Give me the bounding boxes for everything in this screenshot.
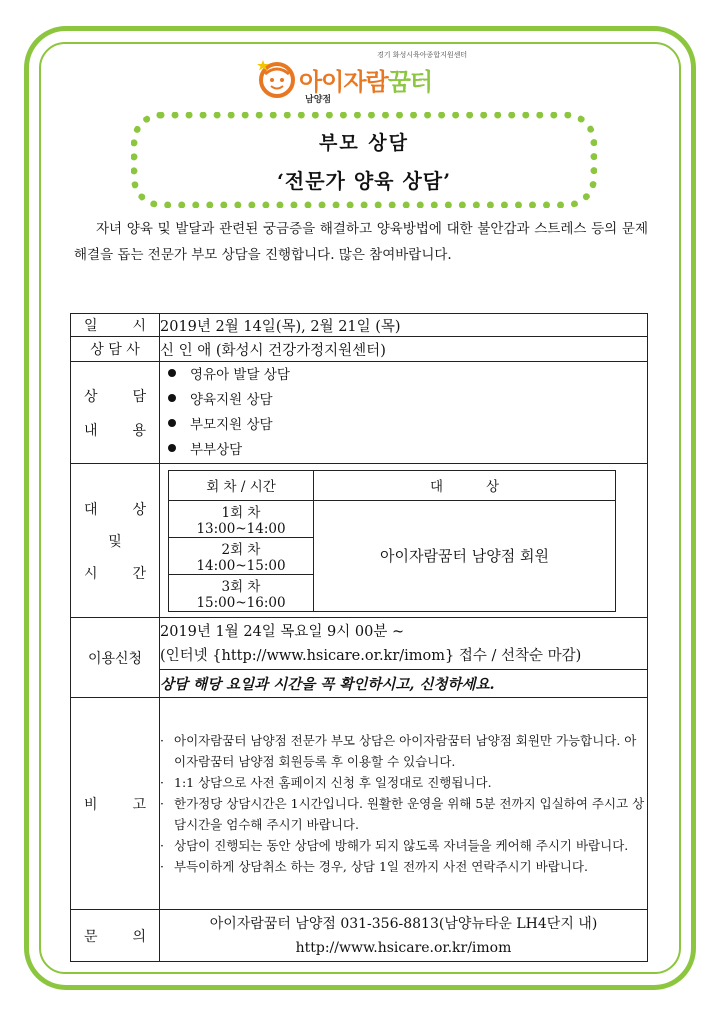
- schedule-cell: [160, 464, 648, 618]
- list-item: 양육지원 상담: [160, 388, 647, 413]
- row-schedule: [71, 464, 648, 618]
- header-session: 회 차 / 시간: [169, 470, 314, 500]
- brand-name-part1: 아이자람: [299, 68, 388, 96]
- row-inquiry: [71, 910, 648, 962]
- content-list: [160, 362, 648, 464]
- bullet-icon: [168, 419, 176, 427]
- note-item: · 1:1 상담으로 사전 홈페이지 신청 후 일정대로 진행됩니다.: [160, 775, 492, 790]
- row-apply: [71, 618, 648, 670]
- label-counselor: 상 담 사: [71, 337, 160, 362]
- row-date: [71, 314, 648, 337]
- value-inquiry: [160, 910, 648, 962]
- value-counselor: 신 인 애 (화성시 건강가정지원센터): [160, 337, 648, 362]
- session-2: 2회 차 14:00~15:00: [169, 537, 314, 574]
- brand-branch: 남양점: [305, 95, 332, 105]
- label-content: 상 담 내 용: [71, 362, 160, 464]
- note-item: · 한가정당 상담시간은 1시간입니다. 원활한 운영을 위해 5분 전까지 입실하여 주시고 상담시간을 엄수해 주시기 바랍니다.: [160, 796, 645, 832]
- row-notes: [71, 698, 648, 910]
- row-content: [71, 362, 648, 464]
- notes-list: [160, 698, 648, 910]
- note-item: · 부득이하게 상담취소 하는 경우, 상담 1일 전까지 사전 연락주시기 바랍니다.: [160, 859, 588, 874]
- list-item: 영유아 발달 상담: [160, 363, 647, 388]
- apply-notice: 상담 해당 요일과 시간을 꼭 확인하시고, 신청하세요.: [160, 670, 648, 698]
- label-date: 일 시: [71, 314, 160, 337]
- label-notes: 비 고: [71, 698, 160, 910]
- bullet-icon: [168, 444, 176, 452]
- list-item: 부부상담: [160, 438, 647, 463]
- label-schedule: 대 상 및 시 간: [71, 464, 160, 618]
- session-1: 1회 차 13:00~14:00: [169, 500, 314, 537]
- title-sub: ‘전문가 양육 상담’: [276, 169, 452, 193]
- contact-phone: 아이자람꿈터 남양점 031-356-8813(남양뉴타운 LH4단지 내): [209, 915, 598, 932]
- note-item: · 아이자람꿈터 남양점 전문가 부모 상담은 아이자람꿈터 남양점 회원만 가능합니다. 아이자람꿈터 남양점 회원등록 후 이용할 수 있습니다.: [160, 733, 637, 769]
- contact-url[interactable]: http://www.hsicare.or.kr/imom: [295, 939, 512, 956]
- title-main: 부모 상담: [318, 132, 410, 154]
- header-target: 대 상: [314, 470, 616, 500]
- intro-paragraph: 자녀 양육 및 발달과 관련된 궁금증을 해결하고 양육방법에 대한 불안감과 스트레스 등의 문제 해결을 돕는 전문가 부모 상담을 진행합니다. 많은 참여바랍니다.: [74, 221, 648, 263]
- info-table: [70, 313, 648, 962]
- list-item: 부모지원 상담: [160, 413, 647, 438]
- value-date: 2019년 2월 14일(목), 2월 21일 (목): [160, 314, 648, 337]
- schedule-table: [168, 470, 616, 612]
- brand-name-part2: 꿈터: [387, 68, 433, 96]
- row-counselor: [71, 337, 648, 362]
- note-item: · 상담이 진행되는 동안 상담에 방해가 되지 않도록 자녀들을 케어해 주시기 바랍니다.: [160, 838, 629, 853]
- label-inquiry: 문 의: [71, 910, 160, 962]
- org-name: 경기 화성시육아종합지원센터: [377, 51, 468, 59]
- target-value: 아이자람꿈터 남양점 회원: [314, 500, 616, 611]
- bullet-icon: [168, 394, 176, 402]
- session-3: 3회 차 15:00~16:00: [169, 574, 314, 611]
- bullet-icon: [168, 369, 176, 377]
- logo: [255, 44, 475, 104]
- value-apply: 2019년 1월 24일 목요일 9시 00분 ~ (인터넷 {http://www.hsicare.or.kr/imom} 접수 / 선착순 마감): [160, 618, 648, 670]
- label-apply: 이용신청: [71, 618, 160, 698]
- child-face-logo-icon: [257, 58, 297, 98]
